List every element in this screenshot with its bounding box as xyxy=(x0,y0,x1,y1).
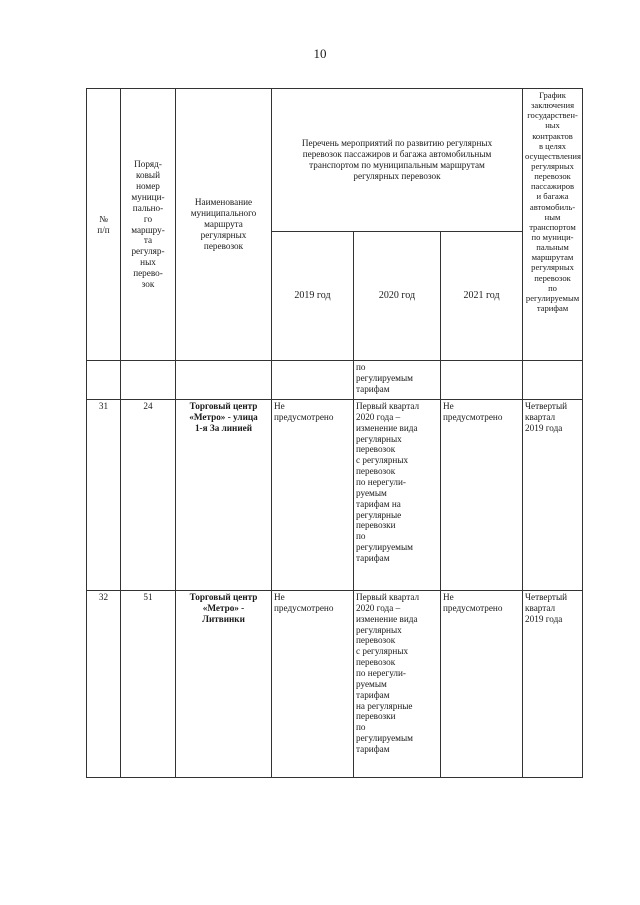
row-route-name: Торговый центр «Метро» - улица 1-я За линией xyxy=(176,400,272,591)
page-number: 10 xyxy=(313,46,327,61)
cont-2020: по регулируемым тарифам xyxy=(354,361,441,400)
header-year-2021: 2021 год xyxy=(441,232,523,361)
row-num: 32 xyxy=(87,591,121,778)
cont-2019 xyxy=(272,361,354,400)
row-2019: Не предусмотрено xyxy=(272,591,354,778)
cont-num xyxy=(87,361,121,400)
cont-schedule xyxy=(523,361,583,400)
row-2021: Не предусмотрено xyxy=(441,591,523,778)
header-year-2019: 2019 год xyxy=(272,232,354,361)
cont-2021 xyxy=(441,361,523,400)
table-row xyxy=(87,591,583,778)
row-route-name: Торговый центр «Метро» - Литвинки xyxy=(176,591,272,778)
cont-name xyxy=(176,361,272,400)
header-schedule: График заключения государствен- ных контрактов в целях осуществления регулярных перевозок пассажиров и багажа автомобиль- ным транспортом по муници- пальным маршрутам регулярных перевозок по регулируемым тарифам xyxy=(523,89,583,361)
cont-route xyxy=(121,361,176,400)
row-route-number: 24 xyxy=(121,400,176,591)
header-year-2020: 2020 год xyxy=(354,232,441,361)
row-2019: Не предусмотрено xyxy=(272,400,354,591)
header-num: № п/п xyxy=(87,89,121,361)
header-route-order: Поряд- ковый номер муници- пально- го маршру- та регуляр- ных перево- зок xyxy=(121,89,176,361)
routes-table xyxy=(86,88,583,778)
header-measures: Перечень мероприятий по развитию регулярных перевозок пассажиров и багажа автомобильным транспортом по муниципальным маршрутам регулярных перевозок xyxy=(272,89,523,232)
header-row xyxy=(87,89,583,232)
row-2021: Не предусмотрено xyxy=(441,400,523,591)
row-schedule: Четвертый квартал 2019 года xyxy=(523,591,583,778)
header-route-name: Наименование муниципального маршрута регулярных перевозок xyxy=(176,89,272,361)
row-2020: Первый квартал 2020 года – изменение вида регулярных перевозок с регулярных перевозок по нерегули- руемым тарифам на регулярные перевозки по регулируемым тарифам xyxy=(354,400,441,591)
row-2020: Первый квартал 2020 года – изменение вида регулярных перевозок с регулярных перевозок по нерегули- руемым тарифам на регулярные перевозки по регулируемым тарифам xyxy=(354,591,441,778)
row-num: 31 xyxy=(87,400,121,591)
continuation-row xyxy=(87,361,583,400)
row-schedule: Четвертый квартал 2019 года xyxy=(523,400,583,591)
row-route-number: 51 xyxy=(121,591,176,778)
table-row xyxy=(87,400,583,591)
